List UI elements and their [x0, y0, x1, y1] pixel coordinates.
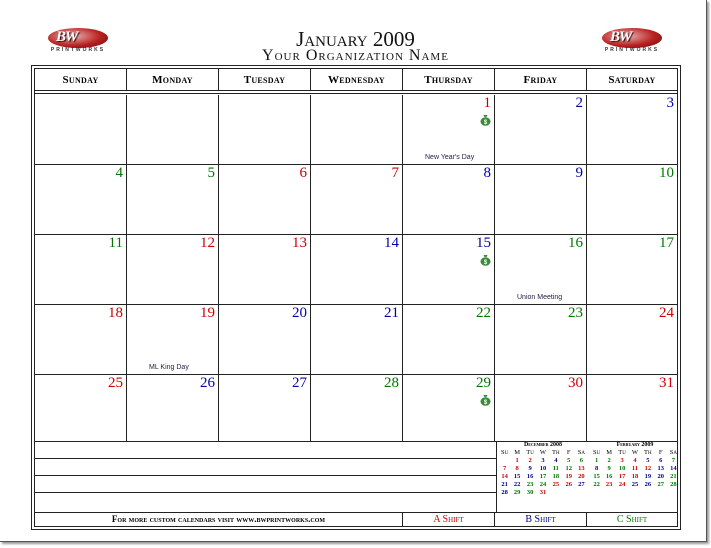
mini-day: 2 — [528, 456, 532, 464]
mini-calendar-december — [498, 442, 588, 512]
day-cell — [219, 95, 311, 165]
mini-day: 29 — [513, 488, 521, 496]
mini-day: 12 — [565, 464, 572, 472]
mini-day: 24 — [618, 480, 626, 488]
mini-day: 18 — [631, 472, 639, 480]
mini-day: 27 — [578, 480, 585, 488]
day-number: 23 — [568, 305, 583, 321]
footer-bar — [35, 512, 677, 526]
mini-weekday: Sa — [577, 448, 585, 456]
note-line — [35, 492, 497, 493]
mini-day: 9 — [528, 464, 532, 472]
day-cell — [403, 165, 495, 235]
day-cell — [219, 305, 311, 375]
header-gap — [35, 91, 677, 94]
mini-day: 16 — [605, 472, 613, 480]
day-number: 18 — [108, 305, 123, 321]
mini-day: 6 — [659, 456, 663, 464]
day-cell — [35, 235, 127, 305]
day-cell — [127, 305, 219, 375]
mini-day: 12 — [644, 464, 652, 472]
mini-day: 28 — [670, 480, 677, 488]
calendar-outer-border — [31, 65, 681, 530]
mini-day: 26 — [644, 480, 652, 488]
mini-day: 11 — [552, 464, 559, 472]
day-cell — [495, 305, 587, 375]
mini-day: 10 — [618, 464, 626, 472]
day-number: 17 — [659, 235, 674, 251]
day-number: 8 — [483, 165, 491, 181]
day-cell — [127, 165, 219, 235]
mini-day: 23 — [526, 480, 534, 488]
mini-day: 19 — [565, 472, 572, 480]
logo-mark: BW — [56, 29, 78, 45]
day-cell — [35, 305, 127, 375]
calendar-title: January 2009 — [296, 27, 415, 51]
mini-day — [498, 456, 511, 464]
mini-day: 2 — [607, 456, 611, 464]
day-cell — [311, 375, 403, 442]
shift-a-label: A Shift — [403, 513, 495, 526]
mini-day: 13 — [578, 464, 585, 472]
day-number: 1 — [483, 95, 491, 111]
mini-day: 19 — [644, 472, 652, 480]
mini-day: 16 — [526, 472, 534, 480]
day-number: 20 — [292, 305, 307, 321]
mini-weekday: W — [631, 448, 639, 456]
mini-weekday: Th — [552, 448, 560, 456]
note-line — [35, 475, 497, 476]
mini-day: 30 — [526, 488, 534, 496]
mini-day: 18 — [552, 472, 560, 480]
mini-day: 14 — [670, 464, 677, 472]
mini-calendar-february — [590, 442, 680, 512]
day-cell — [127, 95, 219, 165]
day-number: 28 — [384, 375, 399, 391]
mini-day: 4 — [633, 456, 637, 464]
weekday-header-monday: Monday — [127, 69, 219, 91]
day-number: 22 — [476, 305, 491, 321]
mini-day: 20 — [657, 472, 664, 480]
day-number: 27 — [292, 375, 307, 391]
mini-day — [575, 488, 588, 496]
notes-area — [35, 441, 497, 512]
mini-day: 23 — [605, 480, 613, 488]
mini-day: 17 — [618, 472, 626, 480]
mini-day: 6 — [579, 456, 583, 464]
day-cell — [495, 235, 587, 305]
day-number: 14 — [384, 235, 399, 251]
mini-day: 17 — [539, 472, 547, 480]
day-number: 19 — [200, 305, 215, 321]
mini-day: 15 — [593, 472, 600, 480]
day-cell — [219, 375, 311, 442]
mini-day: 25 — [552, 480, 560, 488]
day-number: 6 — [299, 165, 307, 181]
mini-day: 5 — [567, 456, 571, 464]
day-cell — [311, 165, 403, 235]
mini-day: 11 — [631, 464, 639, 472]
organization-name: Your Organization Name — [262, 47, 449, 64]
note-line — [35, 458, 497, 459]
day-number: 10 — [659, 165, 674, 181]
mini-calendar-title: December 2008 — [523, 442, 563, 448]
mini-calendar-title: February 2009 — [616, 442, 654, 448]
mini-day: 8 — [515, 464, 519, 472]
day-cell — [219, 235, 311, 305]
mini-day: 1 — [594, 456, 599, 464]
day-cell — [311, 305, 403, 375]
mini-day: 27 — [657, 480, 664, 488]
weekday-header-saturday: Saturday — [587, 69, 677, 91]
day-number: 2 — [575, 95, 583, 111]
event-label: ML King Day — [149, 364, 189, 371]
mini-day: 8 — [594, 464, 599, 472]
day-number: 26 — [200, 375, 215, 391]
weekday-header-tuesday: Tuesday — [219, 69, 311, 91]
mini-calendar-table — [498, 448, 588, 496]
mini-day: 28 — [501, 488, 508, 496]
day-cell — [587, 235, 677, 305]
mini-calendar-table — [590, 448, 680, 488]
mini-day: 21 — [670, 472, 677, 480]
svg-text:$: $ — [483, 260, 488, 266]
weekday-header-wednesday: Wednesday — [311, 69, 403, 91]
mini-weekday: Tu — [618, 448, 626, 456]
mini-day: 26 — [565, 480, 572, 488]
svg-text:$: $ — [483, 120, 488, 126]
mini-day: 5 — [646, 456, 650, 464]
mini-day: 3 — [541, 456, 545, 464]
mini-day: 7 — [671, 456, 675, 464]
mini-weekday: F — [658, 448, 663, 456]
mini-day: 13 — [657, 464, 664, 472]
day-number: 21 — [384, 305, 399, 321]
day-cell — [587, 165, 677, 235]
mini-day: 21 — [501, 480, 508, 488]
day-cell — [35, 165, 127, 235]
day-number: 3 — [666, 95, 674, 111]
day-number: 16 — [568, 235, 583, 251]
day-number: 7 — [391, 165, 399, 181]
mini-weekday: M — [514, 448, 521, 456]
day-cell — [495, 375, 587, 442]
day-cell — [587, 95, 677, 165]
day-cell — [311, 235, 403, 305]
weekday-header-thursday: Thursday — [403, 69, 495, 91]
day-number: 29 — [476, 375, 491, 391]
mini-day: 22 — [593, 480, 600, 488]
event-label: Union Meeting — [517, 294, 563, 301]
mini-day: 24 — [539, 480, 547, 488]
mini-weekday: W — [539, 448, 547, 456]
mini-day: 1 — [515, 456, 519, 464]
mini-day: 3 — [620, 456, 624, 464]
shift-c-label: C Shift — [616, 514, 648, 525]
day-cell — [127, 235, 219, 305]
mini-day: 15 — [513, 472, 521, 480]
footer-promo: For more custom calendars visit www.bwprintworks.com — [35, 513, 403, 526]
money-bag-icon — [480, 393, 491, 406]
day-cell — [35, 95, 127, 165]
mini-day — [549, 488, 563, 496]
mini-day: 10 — [539, 464, 547, 472]
mini-day: 20 — [578, 472, 585, 480]
day-cell — [587, 375, 677, 442]
mini-day: 25 — [631, 480, 639, 488]
day-number: 13 — [292, 235, 307, 251]
day-cell — [127, 375, 219, 442]
day-cell — [587, 305, 677, 375]
day-cell — [403, 95, 495, 165]
mini-day: 7 — [502, 464, 507, 472]
day-cell — [35, 375, 127, 442]
mini-day: 31 — [539, 488, 547, 496]
day-cell — [219, 165, 311, 235]
logo-subtext: PRINTWORKS — [604, 47, 660, 53]
day-number: 15 — [476, 235, 491, 251]
mini-day: 9 — [607, 464, 611, 472]
logo-subtext: PRINTWORKS — [50, 47, 106, 53]
day-number: 25 — [108, 375, 123, 391]
event-label: New Year's Day — [425, 154, 475, 161]
day-cell — [495, 165, 587, 235]
day-number: 9 — [575, 165, 583, 181]
mini-weekday: Tu — [526, 448, 534, 456]
mini-weekday: F — [566, 448, 571, 456]
shift-b-label: B Shift — [495, 513, 587, 526]
svg-text:$: $ — [483, 400, 488, 406]
day-cell — [403, 375, 495, 442]
day-number: 4 — [115, 165, 123, 181]
calendar-grid — [34, 68, 678, 527]
mini-day — [563, 488, 575, 496]
day-cell — [495, 95, 587, 165]
mini-weekday: Su — [501, 448, 509, 456]
day-number: 5 — [207, 165, 215, 181]
day-number: 30 — [568, 375, 583, 391]
money-bag-icon — [480, 253, 491, 266]
logo-mark: BW — [610, 29, 632, 45]
mini-day: 14 — [501, 472, 508, 480]
mini-weekday: Sa — [669, 448, 677, 456]
mini-weekday: Th — [644, 448, 652, 456]
mini-day: 4 — [554, 456, 558, 464]
mini-weekday: M — [606, 448, 613, 456]
day-cell — [403, 305, 495, 375]
mini-weekday: Su — [593, 448, 601, 456]
weekday-header-friday: Friday — [495, 69, 587, 91]
day-cell — [311, 95, 403, 165]
mini-day: 22 — [513, 480, 521, 488]
weekday-header-sunday: Sunday — [35, 69, 127, 91]
day-number: 11 — [108, 235, 123, 251]
day-number: 31 — [659, 375, 674, 391]
money-bag-icon — [480, 113, 491, 126]
day-number: 12 — [200, 235, 215, 251]
day-cell — [403, 235, 495, 305]
day-number: 24 — [659, 305, 674, 321]
